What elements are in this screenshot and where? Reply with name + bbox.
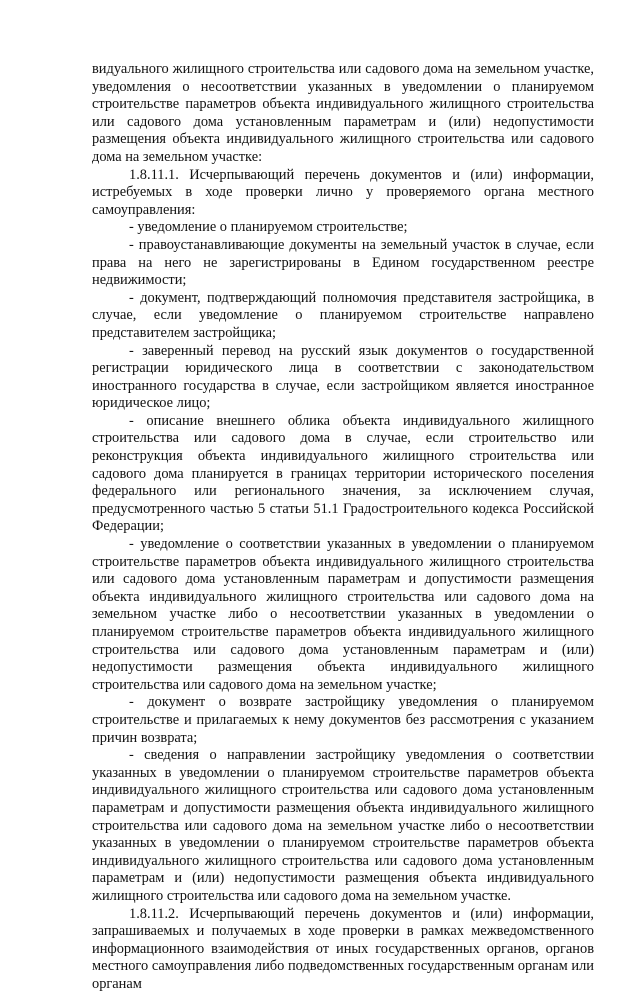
- list-item-return-document: - документ о возврате застройщику уведомления о планируемом строительстве и прилагаемых к нему документов без рассмотрения с указанием причин возврата;: [92, 694, 594, 747]
- list-item-sending-information: - сведения о направлении застройщику уведомления о соответствии указанных в уведомлении о планируемом строительстве параметров объекта индивидуального жилищного строительства или садового дома установленным параметрам и допустимости размещения объекта индивидуального жилищного строительства или садового дома на земельном участке либо о несоответствии указанных в уведомлении о планируемом строительстве параметров объекта индивидуального жилищного строительства или садового дома установленным параметрам и (или) недопустимости размещения объекта индивидуального жилищного строительства или садового дома на земельном участке.: [92, 747, 594, 905]
- list-item-title-documents: - правоустанавливающие документы на земельный участок в случае, если права на него не зарегистрированы в Едином государственном реестре недвижимости;: [92, 237, 594, 290]
- list-item-compliance-notification: - уведомление о соответствии указанных в уведомлении о планируемом строительстве параметров объекта индивидуального жилищного строительства или садового дома установленным параметрам и допустимости размещения объекта индивидуального жилищного строительства или садового дома на земельном участке либо о несоответствии указанных в уведомлении о планируемом строительстве параметров объекта индивидуального жилищного строительства или садового дома установленным параметрам и (или) недопустимости размещения объекта индивидуального жилищного строительства или садового дома на земельном участке;: [92, 536, 594, 694]
- paragraph-section-1-8-11-2: 1.8.11.2. Исчерпывающий перечень документов и (или) информации, запрашиваемых и получаемых в ходе проверки в рамках межведомственного информационного взаимодействия от иных государственных органов, органов местного самоуправления либо подведомственных государственным органам или органам: [92, 906, 594, 993]
- list-item-certified-translation: - заверенный перевод на русский язык документов о государственной регистрации юридического лица в соответствии с законодательством иностранного государства в случае, если застройщиком является иностранное юридическое лицо;: [92, 343, 594, 413]
- document-page: [92, 61, 594, 993]
- paragraph-continuation: видуального жилищного строительства или садового дома на земельном участке, уведомления о несоответствии указанных в уведомлении о планируемом строительстве параметров объекта индивидуального жилищного строительства или садового дома установленным параметрам и (или) недопустимости размещения объекта индивидуального жилищного строительства или садового дома на земельном участке:: [92, 61, 594, 167]
- list-item-representative-authority: - документ, подтверждающий полномочия представителя застройщика, в случае, если уведомление о планируемом строительстве направлено представителем застройщика;: [92, 290, 594, 343]
- paragraph-section-1-8-11-1: 1.8.11.1. Исчерпывающий перечень документов и (или) информации, истребуемых в ходе проверки лично у проверяемого органа местного самоуправления:: [92, 167, 594, 220]
- list-item-exterior-description: - описание внешнего облика объекта индивидуального жилищного строительства или садового дома в случае, если строительство или реконструкция объекта индивидуального жилищного строительства или садового дома планируется в границах территории исторического поселения федерального или регионального значения, за исключением случая, предусмотренного частью 5 статьи 51.1 Градостроительного кодекса Российской Федерации;: [92, 413, 594, 536]
- list-item-notification: - уведомление о планируемом строительстве;: [92, 219, 594, 237]
